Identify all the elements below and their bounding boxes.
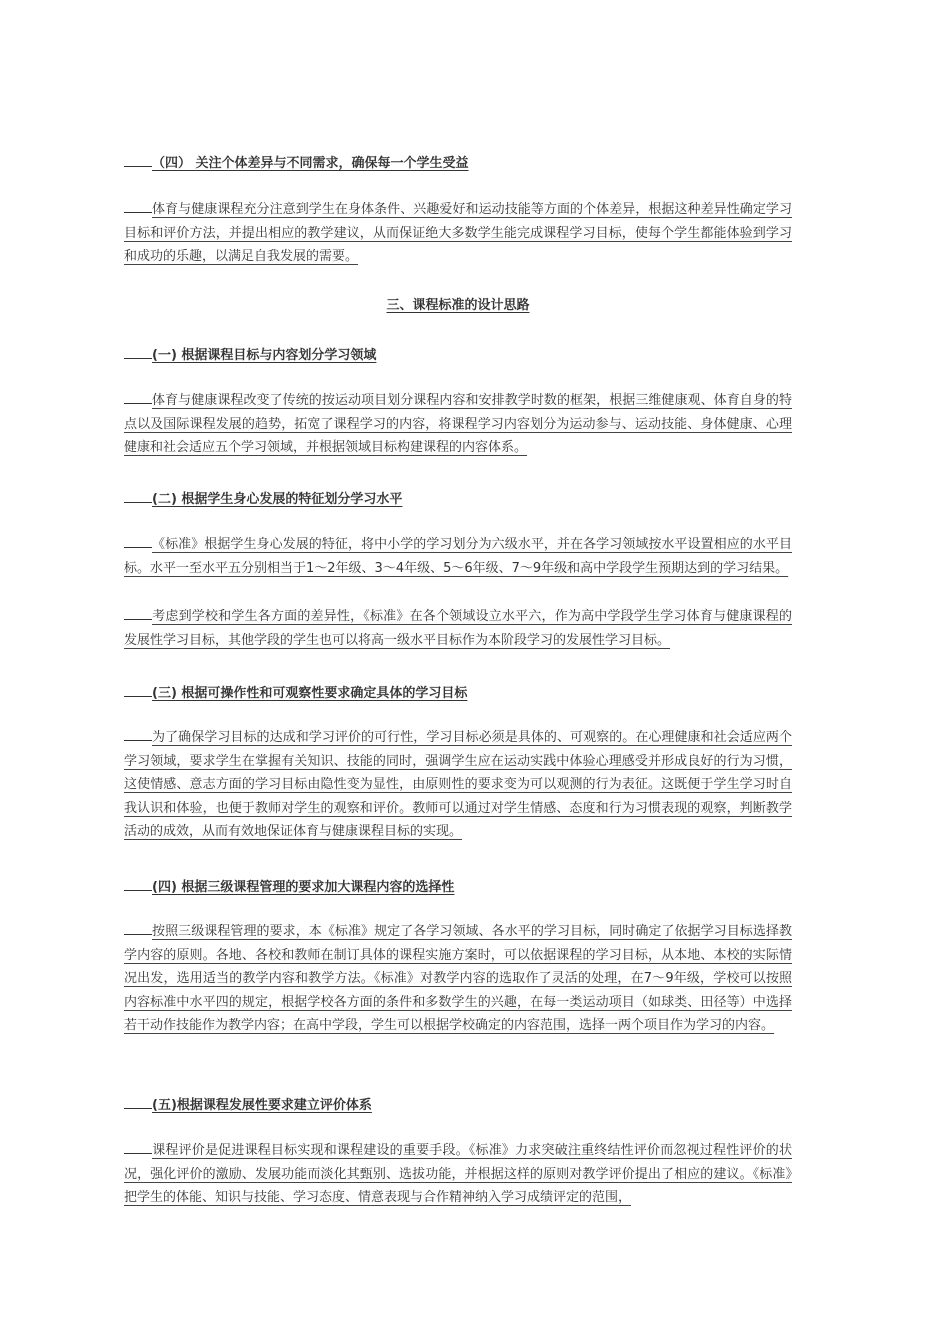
subheading-1-learning-domains: (一) 根据课程目标与内容划分学习领域 (124, 344, 792, 365)
paragraph-learning-levels: 《标准》根据学生身心发展的特征，将中小学的学习划分为六级水平，并在各学习领域按水平设置相应的水平目标。水平一至水平五分别相当于1～2年级、3～4年级、5～6年级、7～9年级和高中学段学生预期达到的学习结果。 (124, 533, 792, 580)
paragraph-specific-objectives: 为了确保学习目标的达成和学习评价的可行性，学习目标必须是具体的、可观察的。在心理健康和社会适应两个学习领域，要求学生在掌握有关知识、技能的同时，强调学生应在运动实践中体验心理感受并形成良好的行为习惯，这使情感、意志方面的学习目标由隐性变为显性，由原则性的要求变为可以观测的行为表征。这既便于学生学习时自我认识和体验，也便于教师对学生的观察和评价。教师可以通过对学生情感、态度和行为习惯表现的观察，判断教学活动的成效，从而有效地保证体育与健康课程目标的实现。 (124, 726, 792, 844)
subheading-3-specific-objectives: (三) 根据可操作性和可观察性要求确定具体的学习目标 (124, 682, 792, 703)
section-title-design-ideas: 三、课程标准的设计思路 (386, 298, 530, 313)
paragraph-content-selectivity: 按照三级课程管理的要求，本《标准》规定了各学习领域、各水平的学习目标，同时确定了依据学习目标选择教学内容的原则。各地、各校和教师在制订具体的课程实施方案时，可以依据课程的学习目标，从本地、本校的实际情况出发，选用适当的教学内容和教学方法。《标准》对教学内容的选取作了灵活的处理，在7～9年级，学校可以按照内容标准中水平四的规定，根据学校各方面的条件和多数学生的兴趣，在每一类运动项目（如球类、田径等）中选择若干动作技能作为教学内容；在高中学段，学生可以根据学校确定的内容范围，选择一两个项目作为学习的内容。 (124, 920, 792, 1038)
section-heading-4-individual-differences: （四） 关注个体差异与不同需求，确保每一个学生受益 (124, 152, 792, 173)
paragraph-level-six: 考虑到学校和学生各方面的差异性，《标准》在各个领域设立水平六，作为高中学段学生学习体育与健康课程的发展性学习目标，其他学段的学生也可以将高一级水平目标作为本阶段学习的发展性学习目标。 (124, 605, 792, 652)
subheading-5-evaluation-system: (五)根据课程发展性要求建立评价体系 (124, 1094, 792, 1115)
paragraph-evaluation-system: 课程评价是促进课程目标实现和课程建设的重要手段。《标准》力求突破注重终结性评价而忽视过程性评价的状况，强化评价的激励、发展功能而淡化其甄别、选拔功能，并根据这样的原则对教学评价提出了相应的建议。《标准》把学生的体能、知识与技能、学习态度、情意表现与合作精神纳入学习成绩评定的范围， (124, 1139, 792, 1210)
subheading-4-content-selectivity: (四) 根据三级课程管理的要求加大课程内容的选择性 (124, 876, 792, 897)
subheading-2-learning-levels: (二) 根据学生身心发展的特征划分学习水平 (124, 488, 792, 509)
paragraph-individual-differences: 体育与健康课程充分注意到学生在身体条件、兴趣爱好和运动技能等方面的个体差异，根据这种差异性确定学习目标和评价方法，并提出相应的教学建议，从而保证绝大多数学生能完成课程学习目标，使每个学生都能体验到学习和成功的乐趣，以满足自我发展的需要。 (124, 198, 792, 269)
paragraph-learning-domains: 体育与健康课程改变了传统的按运动项目划分课程内容和安排教学时数的框架，根据三维健康观、体育自身的特点以及国际课程发展的趋势，拓宽了课程学习的内容，将课程学习内容划分为运动参与、运动技能、身体健康、心理健康和社会适应五个学习领域，并根据领域目标构建课程的内容体系。 (124, 389, 792, 460)
